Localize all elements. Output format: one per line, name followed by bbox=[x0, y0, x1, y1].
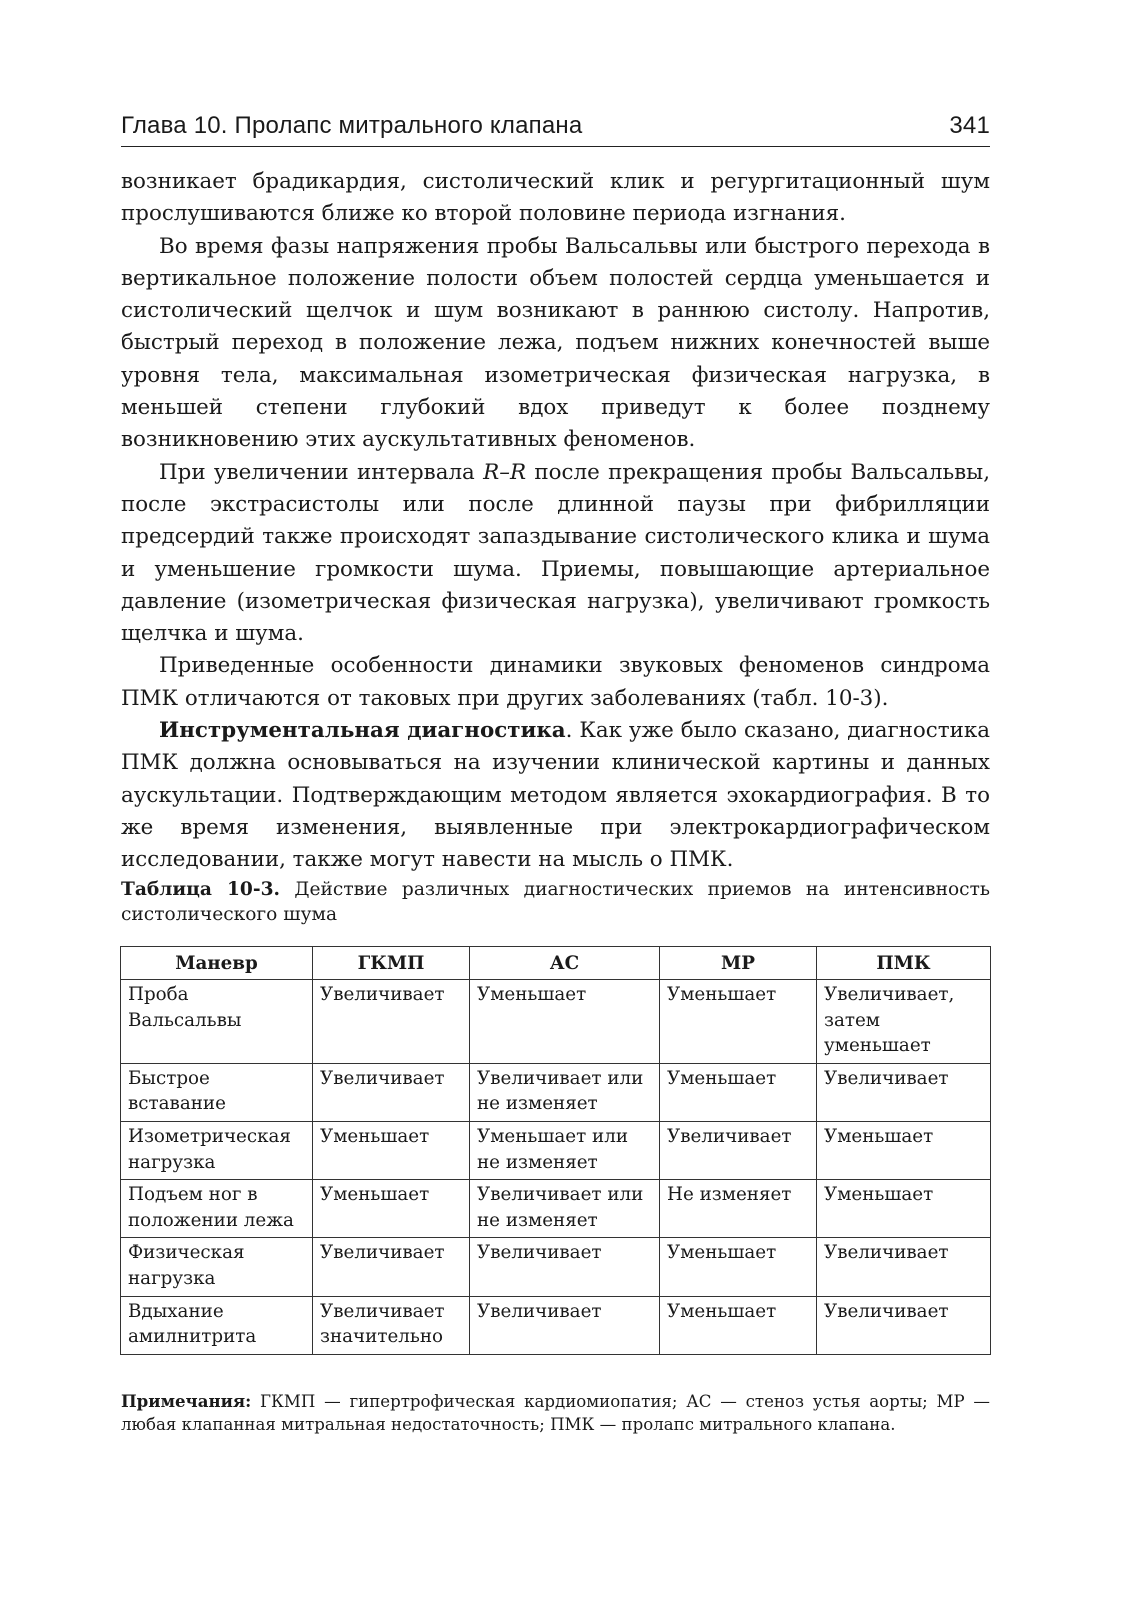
paragraph-2: Во время фазы напряжения пробы Вальсальвы или быстрого перехода в вертикальное положение полости объем полостей сердца уменьшается и систолический щелчок и шум возникают в раннюю систолу. Напротив, быстрый переход в положение лежа, подъем нижних конечностей выше уровня тела, максимальная изометрическая физическая нагрузка, в меньшей степени глубокий вдох приведут к более позднему возникновению этих аускультативных феноменов. bbox=[121, 233, 990, 453]
table-cell: Уменьшает bbox=[313, 1180, 470, 1238]
table-cell: Вдыхание амилнитрита bbox=[121, 1296, 313, 1354]
table-row bbox=[121, 1063, 991, 1121]
table-row bbox=[121, 1180, 991, 1238]
table-row bbox=[121, 980, 991, 1064]
table-cell: Изометрическая нагрузка bbox=[121, 1121, 313, 1179]
paragraph-5-text: . Как уже было сказано, диагностика ПМК должна основываться на изучении клинической картины и данных аускультации. Подтверждающим методом является эхокардиография. В то же время изменения, выявленные при электрокардиографическом исследовании, также могут навести на мысль о ПМК. bbox=[121, 718, 990, 873]
table-cell: Увеличивает bbox=[817, 1296, 991, 1354]
table-row bbox=[121, 1121, 991, 1179]
table-cell: Увеличивает bbox=[313, 980, 470, 1064]
table-cell: Уменьшает bbox=[660, 1238, 817, 1296]
running-header bbox=[121, 112, 990, 147]
table-cell: Проба Вальсальвы bbox=[121, 980, 313, 1064]
notes-label: Примечания: bbox=[121, 1391, 252, 1411]
table-cell: Подъем ног в положении лежа bbox=[121, 1180, 313, 1238]
page-number: 341 bbox=[949, 112, 990, 139]
rr-interval-term: R–R bbox=[483, 459, 527, 485]
table-cell: Увеличивает bbox=[470, 1296, 660, 1354]
table-cell: Уменьшает bbox=[470, 980, 660, 1064]
table-notes bbox=[121, 1390, 990, 1436]
table-caption-label: Таблица 10-3. bbox=[121, 879, 280, 900]
paragraph-3-end: после прекращения пробы Вальсальвы, после экстрасистолы или после длинной паузы при фибрилляции предсердий также происходят запаздывание систолического клика и шума и уменьшение громкости шума. Приемы, повышающие артериальное давление (изометрическая физическая нагрузка), увеличивают громкость щелчка и шума. bbox=[121, 459, 990, 647]
table-cell: Увеличивает bbox=[313, 1063, 470, 1121]
paragraph-4: Приведенные особенности динамики звуковых феноменов синдрома ПМК отличаются от таковых при других заболеваниях (табл. 10-3). bbox=[121, 653, 990, 711]
table-caption bbox=[121, 877, 990, 927]
header-cell: МР bbox=[660, 947, 817, 980]
table-row bbox=[121, 1296, 991, 1354]
chapter-title: Глава 10. Пролапс митрального клапана bbox=[121, 112, 583, 139]
paragraph-5 bbox=[121, 715, 990, 876]
table-cell: Увеличивает, затем уменьшает bbox=[817, 980, 991, 1064]
table-cell: Увеличивает bbox=[817, 1238, 991, 1296]
maneuver-table bbox=[120, 946, 991, 1355]
table-cell: Уменьшает bbox=[313, 1121, 470, 1179]
table-cell: Увеличивает или не изменяет bbox=[470, 1180, 660, 1238]
header-cell: ГКМП bbox=[313, 947, 470, 980]
table-caption-text: Действие различных диагностических приемов на интенсивность систолического шума bbox=[121, 879, 990, 925]
table-cell: Уменьшает bbox=[660, 1296, 817, 1354]
section-heading-instrumental: Инструментальная диагностика bbox=[159, 718, 566, 744]
paragraph-1: возникает брадикардия, систолический клик и регургитационный шум прослушиваются ближе ко второй половине периода изгнания. bbox=[121, 169, 990, 227]
table-cell: Уменьшает или не изменяет bbox=[470, 1121, 660, 1179]
table-cell: Увеличивает bbox=[660, 1121, 817, 1179]
notes-text: ГКМП — гипертрофическая кардиомиопатия; АС — стеноз устья аорты; МР — любая клапанная митральная недостаточность; ПМК — пролапс митрального клапана. bbox=[121, 1392, 990, 1434]
header-cell: АС bbox=[470, 947, 660, 980]
paragraph-3-start: При увеличении интервала bbox=[159, 459, 484, 485]
table-cell: Увеличивает bbox=[470, 1238, 660, 1296]
table-cell: Быстрое вставание bbox=[121, 1063, 313, 1121]
header-cell: ПМК bbox=[817, 947, 991, 980]
table-cell: Уменьшает bbox=[660, 980, 817, 1064]
table-cell: Не изменяет bbox=[660, 1180, 817, 1238]
table-cell: Уменьшает bbox=[660, 1063, 817, 1121]
table-cell: Уменьшает bbox=[817, 1180, 991, 1238]
body-text bbox=[121, 166, 990, 877]
table-cell: Увеличивает значительно bbox=[313, 1296, 470, 1354]
table-cell: Физическая нагрузка bbox=[121, 1238, 313, 1296]
table-cell: Уменьшает bbox=[817, 1121, 991, 1179]
paragraph-3 bbox=[121, 457, 990, 651]
table-cell: Увеличивает bbox=[313, 1238, 470, 1296]
table-row bbox=[121, 1238, 991, 1296]
table-cell: Увеличивает или не изменяет bbox=[470, 1063, 660, 1121]
table-header-row bbox=[121, 947, 991, 980]
header-cell: Маневр bbox=[121, 947, 313, 980]
table-cell: Увеличивает bbox=[817, 1063, 991, 1121]
